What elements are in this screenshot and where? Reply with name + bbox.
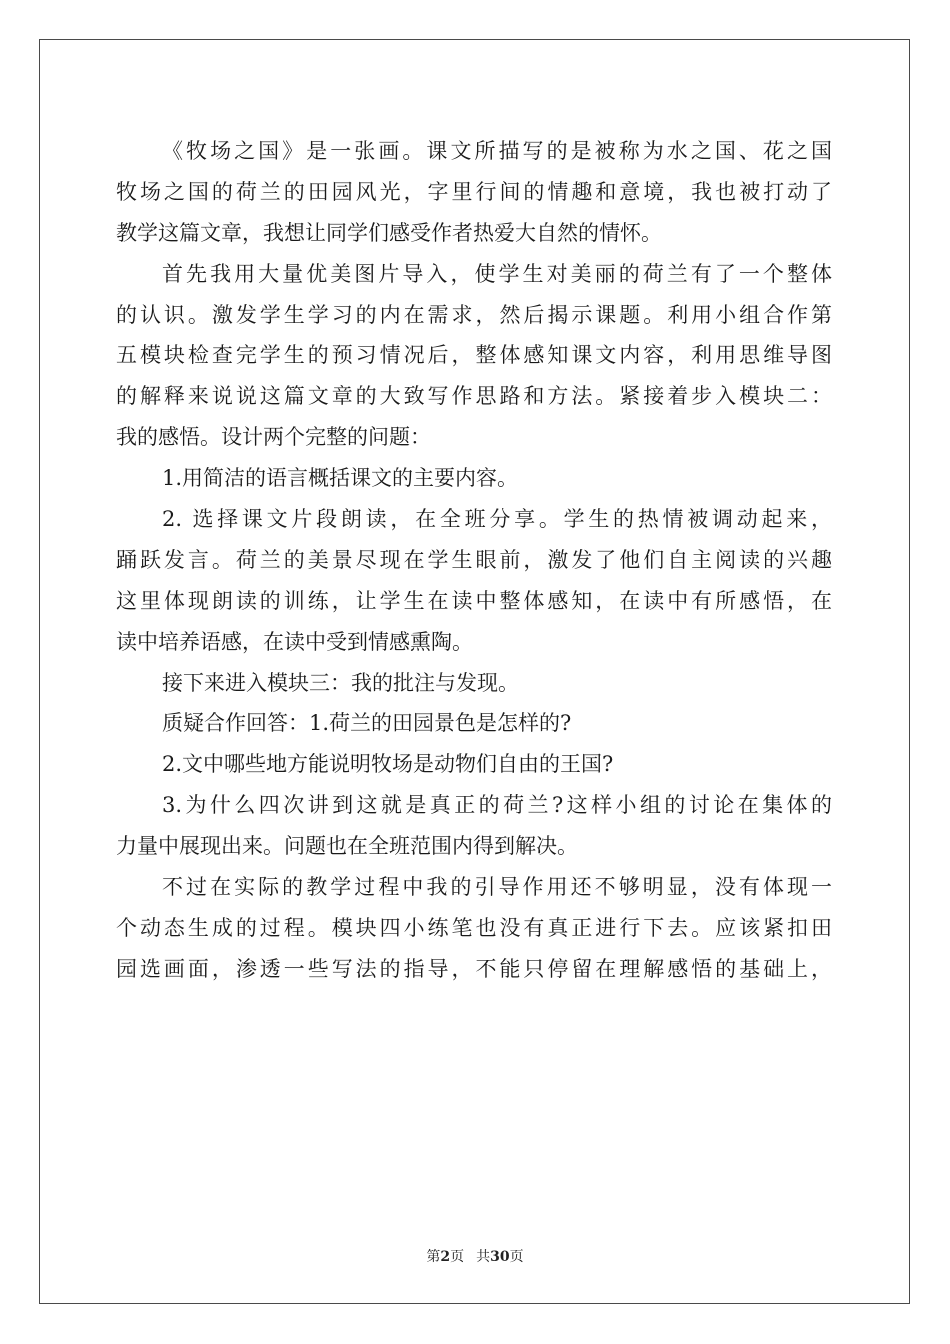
page-footer	[0, 1246, 950, 1266]
text-line: 2.文中哪些地方能说明牧场是动物们自由的王国?	[162, 752, 614, 777]
page-label-prefix: 第	[426, 1249, 441, 1265]
text-line: 读中培养语感，在读中受到情感熏陶。	[116, 629, 473, 654]
text-line: 五模块检查完学生的预习情况后，整体感知课文内容，利用思维导图	[116, 343, 832, 368]
document-body	[116, 131, 832, 990]
total-label-prefix: 共	[476, 1249, 491, 1265]
text-line: 我的感悟。设计两个完整的问题：	[116, 425, 431, 450]
page-label-suffix: 页	[450, 1249, 465, 1265]
text-line: 踊跃发言。荷兰的美景尽现在学生眼前，激发了他们自主阅读的兴趣	[116, 547, 832, 572]
page-number: 2	[440, 1249, 451, 1265]
text-line: 牧场之国的荷兰的田园风光，字里行间的情趣和意境，我也被打动了	[116, 179, 832, 204]
text-line: 力量中展现出来。问题也在全班范围内得到解决。	[116, 834, 578, 859]
text-line: 首先我用大量优美图片导入，使学生对美丽的荷兰有了一个整体	[162, 261, 832, 286]
text-line: 不过在实际的教学过程中我的引导作用还不够明显，没有体现一	[162, 875, 832, 900]
text-line: 的认识。激发学生学习的内在需求，然后揭示课题。利用小组合作第	[116, 302, 832, 327]
text-line: 质疑合作回答：1.荷兰的田园景色是怎样的?	[162, 711, 572, 736]
total-pages: 30	[490, 1249, 510, 1265]
text-line: 《牧场之国》是一张画。课文所描写的是被称为水之国、花之国	[162, 139, 832, 163]
text-line: 2. 选择课文片段朗读，在全班分享。学生的热情被调动起来，	[162, 507, 832, 532]
text-line: 园选画面，渗透一些写法的指导，不能只停留在理解感悟的基础上，	[116, 956, 832, 981]
text-line: 接下来进入模块三：我的批注与发现。	[162, 670, 519, 695]
text-line: 3.为什么四次讲到这就是真正的荷兰?这样小组的讨论在集体的	[162, 793, 832, 818]
text-line: 1.用简洁的语言概括课文的主要内容。	[162, 466, 519, 491]
text-line: 这里体现朗读的训练，让学生在读中整体感知，在读中有所感悟，在	[116, 588, 832, 613]
text-line: 个动态生成的过程。模块四小练笔也没有真正进行下去。应该紧扣田	[116, 915, 832, 940]
total-label-suffix: 页	[509, 1249, 524, 1265]
text-line: 教学这篇文章，我想让同学们感受作者热爱大自然的情怀。	[116, 220, 662, 245]
text-line: 的解释来说说这篇文章的大致写作思路和方法。紧接着步入模块二：	[116, 384, 832, 409]
